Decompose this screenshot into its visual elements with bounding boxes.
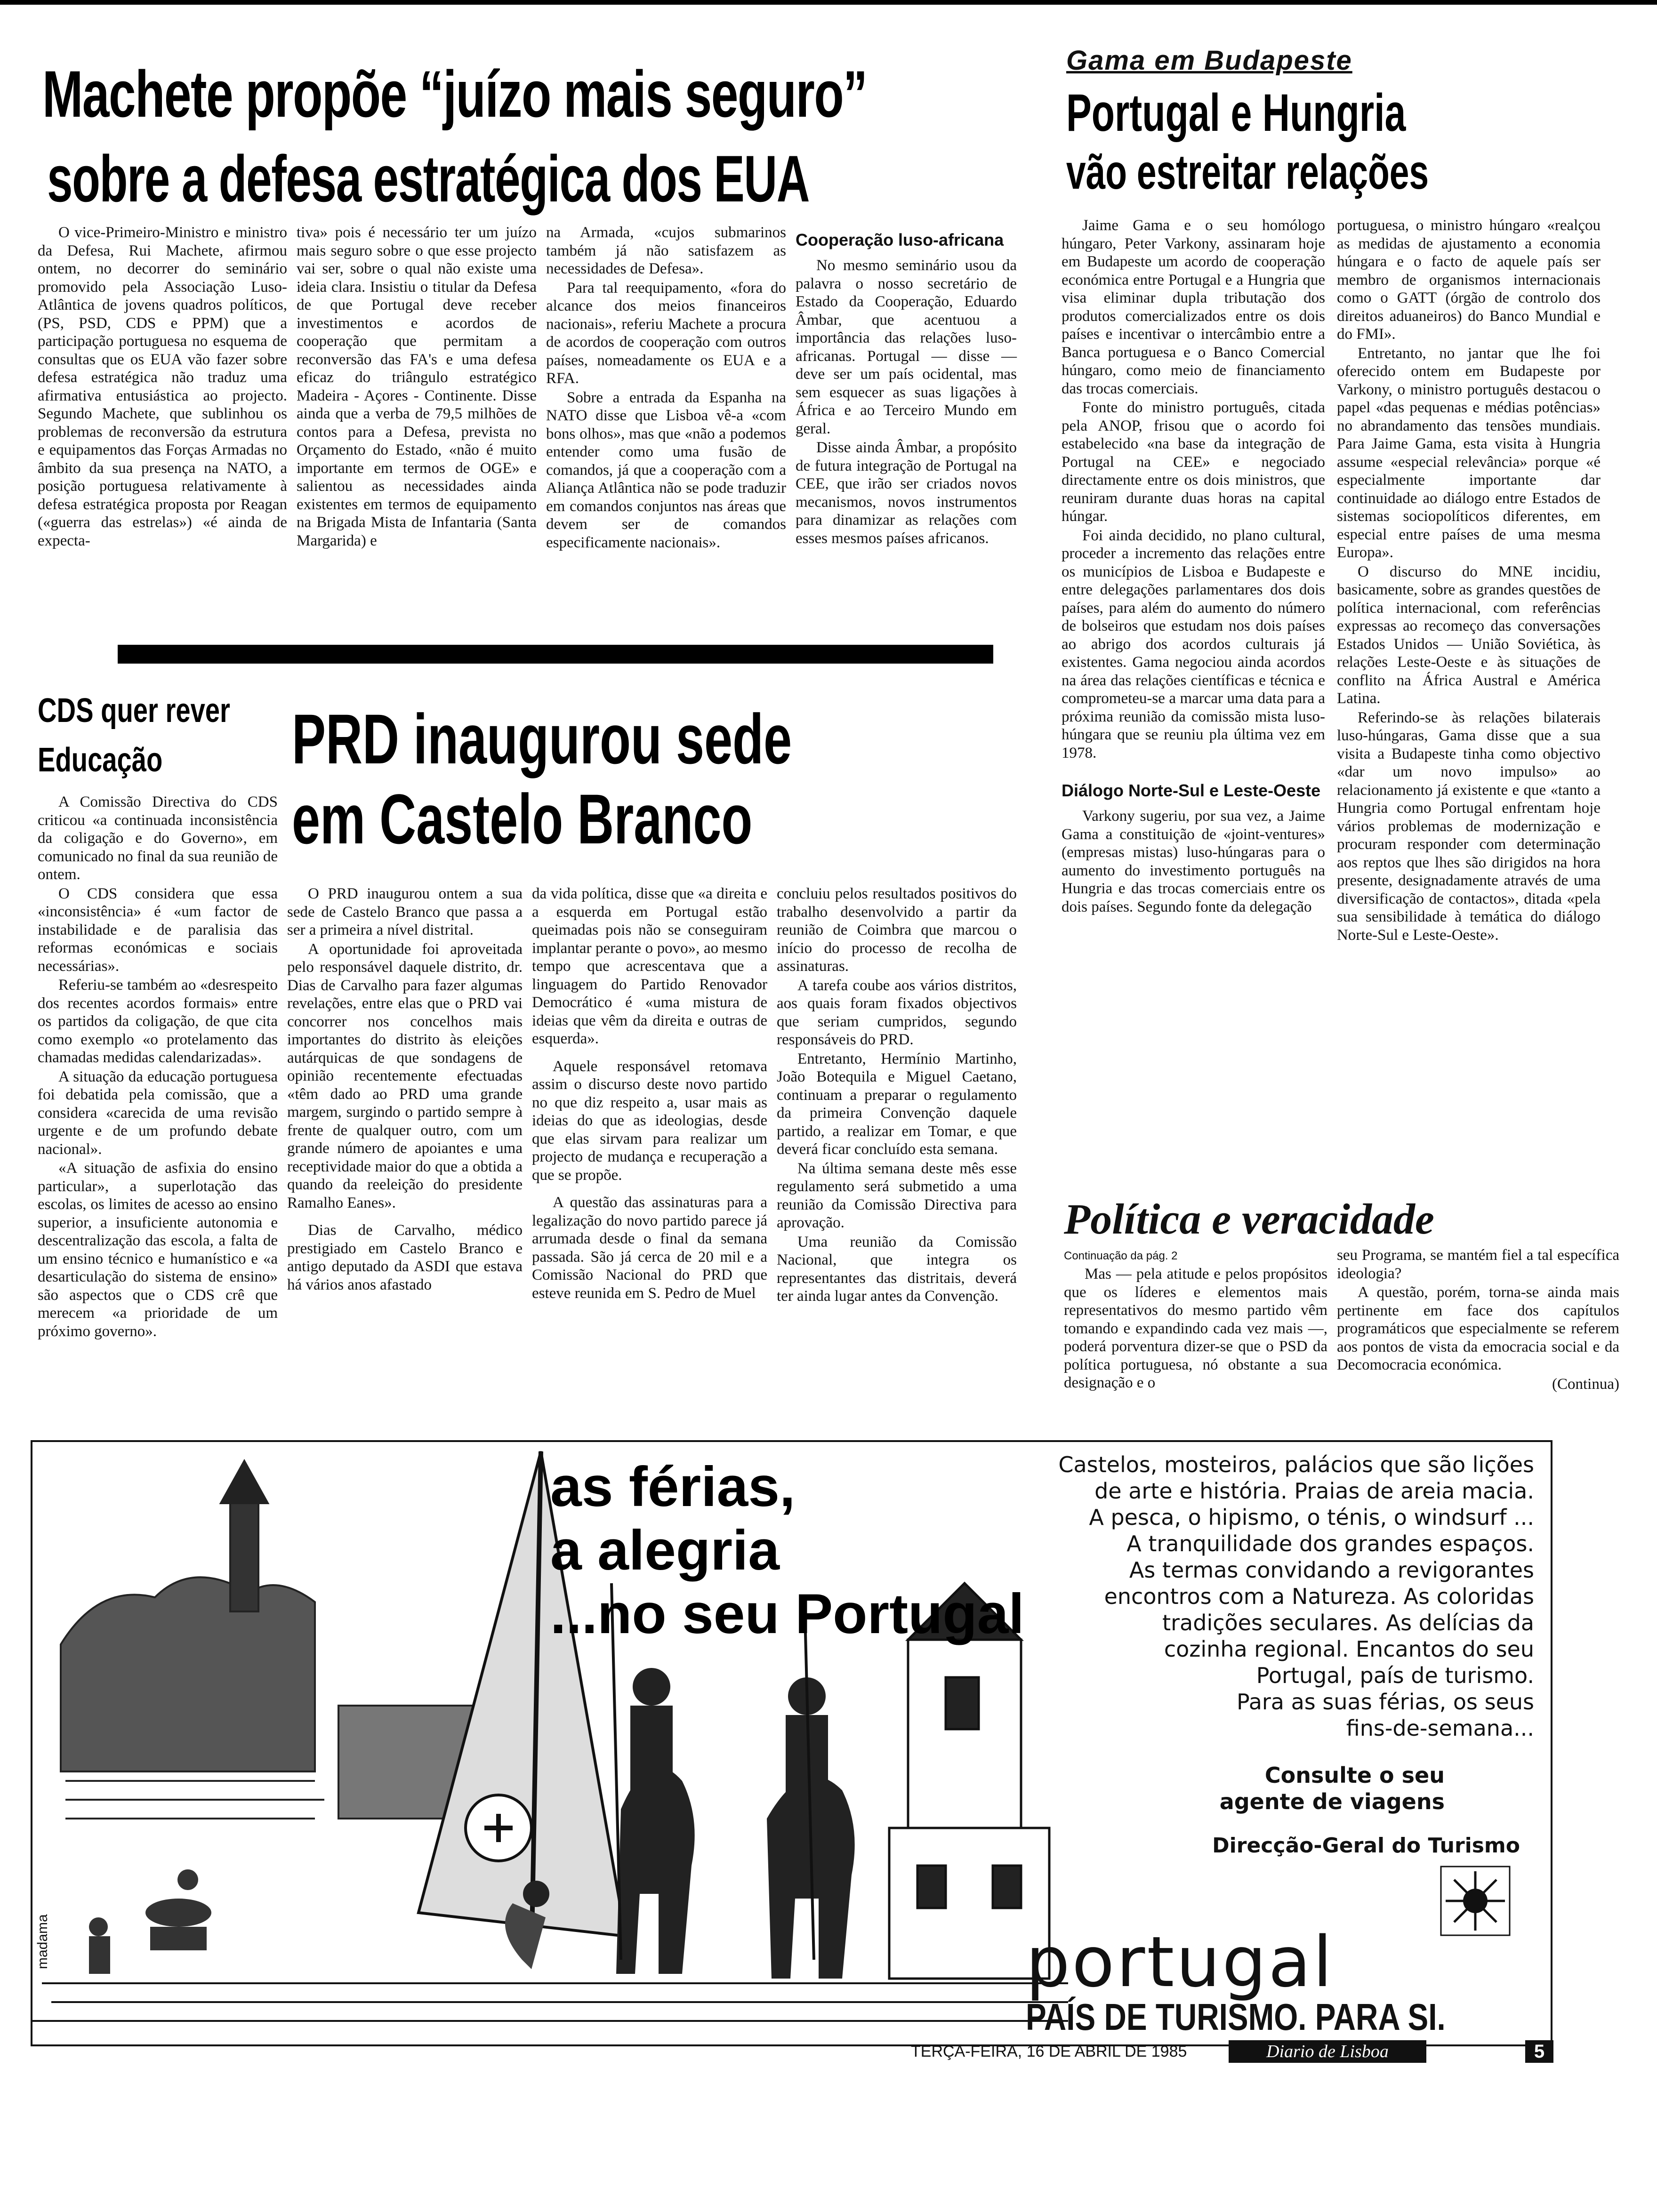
ad-body-copy: [955, 1451, 1534, 1741]
machete-col3b-text: Para tal reequipamento, «fora do alcance dos meios financeiros nacionais», referiu Machete a procura de acordos de cooperação com outros países, nomeadamente os EUA e a RFA.: [546, 279, 786, 387]
prd-article: [287, 692, 1026, 1426]
ad-artist-signature: madama: [35, 1914, 50, 1969]
prd-col3d-text: Na última semana deste mês esse regulamento será submetido a uma reunião da Comissão Directiva para aprovação.: [777, 1160, 1017, 1231]
gama-col1d-text: Varkony sugeriu, por sua vez, a Jaime Gama a constituição de «joint-ventures» (empresas mistas) luso-húngaras para o aumento do investimento português na Hungria e das trocas comerciais entre os dois países. Segundo fonte da delegação: [1062, 808, 1325, 915]
machete-bottom-bar: [118, 645, 993, 664]
politica-col2b-text: A questão, porém, torna-se ainda mais pertinente em face dos capítulos programáticos que especialmente se referem aos pontos de vista da emocracia social e da Decomocracia económica.: [1337, 1284, 1619, 1373]
gama-col2-text: portuguesa, o ministro húngaro «realçou as medidas de ajustamento a economia húngara e o facto de aquele país ser membro de organismos internacionais como o GATT (órgão de controlo dos direitos aduaneiros) do Banco Mundial e do FMI».: [1337, 217, 1601, 343]
politica-column-2: [1337, 1246, 1619, 1394]
gama-col2d-text: Referindo-se às relações bilaterais luso-húngaras, Gama disse que a sua visita a Budapeste tinha como objectivo «dar um novo impulso» ao relacionamento já existente e que «tanto a Hungria como Portugal enfrentam hoje vários problemas de modernização e procuram responder com determinação aos reptos que lhes são dirigidos na hora presente, designadamente através de uma diversificação de contactos», ditada «pela sua sensibilidade à temática do diálogo Norte-Sul e Leste-Oeste».: [1337, 709, 1601, 944]
ad-cta-line1: Consulte o seu: [1264, 1763, 1445, 1788]
gama-subheading: Diálogo Norte-Sul e Leste-Oeste: [1062, 781, 1321, 800]
cds-p3: Referiu-se também ao «desrespeito dos recentes acordos formais» entre os partidos da coligação, de que cita como exemplo «o protelamento das chamadas medidas calendarizadas».: [38, 977, 278, 1066]
ad-cta-line2: agente de viagens: [1219, 1789, 1445, 1814]
machete-col3c-text: Sobre a entrada da Espanha na NATO disse que Lisboa vê-a «com bons olhos», mas que «não a podemos entender como uma fusão de comandos, já que a cooperação com a Aliança Atlântica não se pode traduzir em comandos conjuntos nas áreas que devem ser de comandos especificamente nacionais».: [546, 389, 786, 551]
machete-column-2: [297, 224, 537, 551]
prd-col1c-text: Dias de Carvalho, médico prestigiado em Castelo Branco e antigo deputado da ASDI que estava há vários anos afastado: [287, 1222, 523, 1293]
ad-body-line: Para as suas férias, os seus: [1237, 1689, 1534, 1715]
ad-headline-line1: as férias,: [550, 1455, 796, 1518]
prd-col1b-text: A oportunidade foi aproveitada pelo responsável daquele distrito, dr. Dias de Carvalho para fazer algumas revelações, entre elas que o PRD vai concorrer nos concelhos mais importantes do distrito às eleições autárquicas de que sondagens de opinião recentemente efectuadas «têm dado ao PRD uma grande margem, surgindo o partido sempre à frente de qualquer outro, com um grande número de apoiantes e uma receptividade maior do que a obtida a quando da reeleição do presidente Ramalho Eanes».: [287, 940, 523, 1211]
machete-headline-line2: sobre a defesa estratégica dos EUA: [47, 142, 810, 216]
politica-col1-text: Mas — pela atitude e pelos propósitos que os líderes e elementos mais representativos do mesmo partido vêm tomando e expandindo cada vez mais —, poderá porventura dizer-se que o PSD da política portuguesa, nó obstante a sua designação e o: [1064, 1266, 1327, 1391]
gama-column-2: [1337, 216, 1601, 945]
machete-column-1: [38, 224, 287, 551]
prd-column-3: [777, 885, 1017, 1306]
prd-col1-text: O PRD inaugurou ontem a sua sede de Castelo Branco que passa a ser a primeira a nível distrital.: [287, 885, 523, 938]
cds-p2: O CDS considera que essa «inconsistência» é «um factor de instabilidade e de paralisia das reformas económicas e sociais necessárias».: [38, 885, 278, 975]
ad-tagline: PAÍS DE TURISMO. PARA SI.: [1026, 1996, 1446, 2038]
page-footer-date: TERÇA-FEIRA, 16 DE ABRIL DE 1985: [911, 2043, 1187, 2060]
politica-col2-text: seu Programa, se mantém fiel a tal específica ideologia?: [1337, 1247, 1619, 1282]
page-top-rule: [0, 0, 1657, 5]
page-number-value: 5: [1534, 2041, 1545, 2062]
prd-col3e-text: Uma reunião da Comissão Nacional, que integra os representantes das distritais, deverá ter ainda lugar antes da Convenção.: [777, 1233, 1017, 1305]
sun-logo-icon: [1440, 1866, 1511, 1936]
ad-headline-line3: ...no seu Portugal: [550, 1582, 1024, 1645]
prd-col3c-text: Entretanto, Hermínio Martinho, João Botequila e Miguel Caetano, continuam a preparar o regulamento da primeira Convenção daquele partido, a realizar em Tomar, e que deverá ficar concluído esta semana.: [777, 1050, 1017, 1158]
prd-col2b-text: Aquele responsável retomava assim o discurso deste novo partido no que diz respeito a, usar mais as ideias do que as ideologias, desde que elas sirvam para realizar um projecto de mudança e recuperação a que se propõe.: [532, 1058, 767, 1184]
gama-col2b-text: Entretanto, no jantar que lhe foi oferecido ontem em Budapeste por Varkony, o ministro português destacou o papel «das pequenas e médias potências» no abrandamento das tensões mundiais. Para Jaime Gama, esta visita à Hungria assume «especial relevância» porque «é especialmente importante dar continuidade ao diálogo entre Estados de sistemas sociopolíticos diferentes, em especial entre países de uma mesma Europa».: [1337, 345, 1601, 561]
gama-kicker: Gama em Budapeste: [1066, 45, 1352, 76]
ad-body-line: tradições seculares. As delícias da: [1162, 1610, 1534, 1635]
ad-body-line: cozinha regional. Encantos do seu: [1164, 1636, 1534, 1662]
prd-headline-line1: PRD inaugurou sede: [292, 699, 792, 778]
machete-col4a-text: No mesmo seminário usou da palavra o nosso secretário de Estado da Cooperação, Eduardo Âmbar, que acentuou a importância das relações luso-africanas. Portugal — disse — deve ser um país ocidental, mas sem esquecer as suas ligações à África e ao Terceiro Mundo em geral.: [796, 257, 1017, 437]
machete-subheading: Cooperação luso-africana: [796, 230, 1004, 249]
politica-continued: (Continua): [1552, 1375, 1619, 1393]
machete-col4b-text: Disse ainda Âmbar, a propósito de futura integração de Portugal na CEE, que irão ser criados novos mecanismos, novos instrumentos para dinamizar as relações com esses mesmos países africanos.: [796, 439, 1017, 547]
gama-col1b-text: Fonte do ministro português, citada pela ANOP, frisou que o acordo foi estabelecido «na base da integração de Portugal na CEE» e negociado directamente entre os dois ministros, que reuniram durante duas horas na capital húngar.: [1062, 399, 1325, 525]
gama-headline-line1: Portugal e Hungria: [1066, 83, 1406, 142]
politica-article: [1054, 1195, 1638, 1431]
gama-col1-text: Jaime Gama e o seu homólogo húngaro, Peter Varkony, assinaram hoje em Budapeste um acordo de cooperação económica entre Portugal e a Hungria que visa eliminar dupla tributação dos produtos comercializados entre os dois países e incentivar o intercâmbio entre a Banca portuguesa e o Banco Comercial húngaro, como meio de financiamento das trocas comerciais.: [1062, 217, 1325, 397]
machete-col3a-text: na Armada, «cujos submarinos também já não satisfazem as necessidades de Defesa».: [546, 224, 786, 277]
politica-headline: Política e veracidade: [1064, 1195, 1434, 1243]
prd-col3b-text: A tarefa coube aos vários distritos, aos quais foram fixados objectivos que seriam cumpridos, segundo responsáveis do PRD.: [777, 977, 1017, 1048]
ad-body-line: A tranquilidade dos grandes espaços.: [1126, 1531, 1534, 1556]
prd-column-2: [532, 885, 767, 1303]
ad-agency-name: Direcção-Geral do Turismo: [1212, 1834, 1520, 1858]
cds-p1: A Comissão Directiva do CDS criticou «a continuada inconsistência da coligação e do Governo», em comunicado no final da sua reunião de ontem.: [38, 793, 278, 883]
machete-col2-text: tiva» pois é necessário ter um juízo mais seguro sobre o que esse projecto vai ser, sobre o qual não existe uma ideia clara. Insistiu o titular da Defesa de que Portugal deve receber investimentos e acordos de cooperação que permitam a reconversão das FA's e uma defesa eficaz do triângulo estratégico Madeira - Açores - Continente. Disse ainda que a verba de 79,5 milhões de contos para a Defesa, prevista no Orçamento do Estado, «não é muito importante em termos de OGE» e salientou as necessidades ainda existentes em termos de equipamento na Brigada Mista de Infantaria (Santa Margarida) e: [297, 224, 537, 549]
prd-col2c-text: A questão das assinaturas para a legalização do novo partido parece já arrumada desde o final da semana passada. São já cerca de 20 mil e a Comissão Nacional do PRD que esteve reunida em S. Pedro de Muel: [532, 1194, 767, 1302]
gama-col1c-text: Foi ainda decidido, no plano cultural, proceder a incremento das relações entre os municípios de Lisboa e Budapeste e entre delegações parlamentares dos dois países, para além do aumento do número de bolseiros que estudam nos dois países ao abrigo dos acordos culturais já existentes. Gama negociou ainda acordos na área das relações científicas e técnica e comprometeu-se a marcar uma data para a próxima reunião da comissão mista luso-húngara que se reuniu pla última vez em 1978.: [1062, 527, 1325, 761]
gama-column-1: [1062, 216, 1325, 917]
politica-continued-from: Continuação da pág. 2: [1064, 1250, 1178, 1262]
ad-body-line: Portugal, país de turismo.: [1256, 1663, 1534, 1688]
prd-column-1: [287, 885, 523, 1295]
page-footer-masthead: [1229, 2040, 1426, 2063]
machete-col1-text: O vice-Primeiro-Ministro e ministro da Defesa, Rui Machete, afirmou ontem, no decorrer do seminário promovido pela Associação Luso-Atlântica de jovens quadros políticos, (PS, PSD, CDS e PPM) que a participação portuguesa no esquema de consultas que os EUA vão fazer sobre defesa estratégica não traduz uma afirmativa entusiástica ao projecto. Segundo Machete, que sublinhou os problemas de reconversão da estrutura e equipamentos das Forças Armadas no âmbito da sua presença na NATO, a posição portuguesa relativamente à defesa estratégica proposta por Reagan («guerra das estrelas») «é ainda de expecta-: [38, 224, 287, 549]
ad-body-line: A pesca, o hipismo, o ténis, o windsurf ...: [1089, 1505, 1534, 1530]
cds-headline-line1: CDS quer rever: [38, 692, 230, 729]
prd-headline-line2: em Castelo Branco: [292, 779, 753, 858]
cds-article: [28, 692, 282, 1426]
prd-col3-text: concluiu pelos resultados positivos do trabalho desenvolvido a partir da reunião de Coimbra que marcou o início do processo de recolha de assinaturas.: [777, 885, 1017, 975]
ad-body-line: encontros com a Natureza. As coloridas: [1104, 1584, 1534, 1609]
ad-body-line: As termas convidando a revigorantes: [1129, 1557, 1534, 1583]
ad-body-line: Castelos, mosteiros, palácios que são lições: [1058, 1452, 1534, 1477]
machete-article: [28, 45, 1022, 685]
cds-headline-line2: Educação: [38, 741, 163, 779]
tourism-advertisement: [31, 1440, 1552, 2046]
machete-headline-line1: Machete propõe “juízo mais seguro”: [42, 57, 867, 131]
cds-p4: A situação da educação portuguesa foi debatida pela comissão, que a considera «carecida de uma revisão urgente e de um profundo debate nacional».: [38, 1068, 278, 1158]
ad-headline-line2: a alegria: [550, 1519, 780, 1582]
page-number: [1525, 2040, 1553, 2063]
gama-headline-line2: vão estreitar relações: [1066, 145, 1429, 200]
prd-col2-text: da vida política, disse que «a direita e a esquerda em Portugal estão queimadas pois não se conseguiram implantar perante o povo», ao mesmo tempo que acrescentava que a linguagem do Partido Renovador Democrático é «uma mistura de ideias que vêm da direita e outras de esquerda».: [532, 885, 767, 1047]
machete-column-3: [546, 224, 786, 553]
gama-col2c-text: O discurso do MNE incidiu, basicamente, sobre as grandes questões de política internacional, com referências expressas ao recomeço das conversações Estados Unidos — União Soviética, às relações Leste-Oeste e às situações de conflito na África Austral e América Latina.: [1337, 563, 1601, 707]
ad-body-line: fins-de-semana...: [1346, 1715, 1534, 1741]
machete-column-4: [796, 224, 1017, 548]
politica-column-1: [1064, 1265, 1327, 1393]
masthead-name: Diario de Lisboa: [1266, 2042, 1389, 2061]
ad-body-line: de arte e história. Praias de areia macia.: [1094, 1478, 1534, 1504]
cds-p5: «A situação de asfixia do ensino particular», a superlotação das escolas, os limites de acesso ao ensino superior, a insuficiente autonomia e descentralização das escola, a falta de um ensino técnico e humanístico e «a desarticulação do sistema de ensino» são aspectos que o CDS crê que merecem «a prioridade de um próximo governo».: [38, 1160, 278, 1340]
ad-brand-wordmark: portugal: [1026, 1922, 1334, 2003]
ad-call-to-action: [1115, 1762, 1445, 1815]
cds-column: [38, 793, 278, 1341]
